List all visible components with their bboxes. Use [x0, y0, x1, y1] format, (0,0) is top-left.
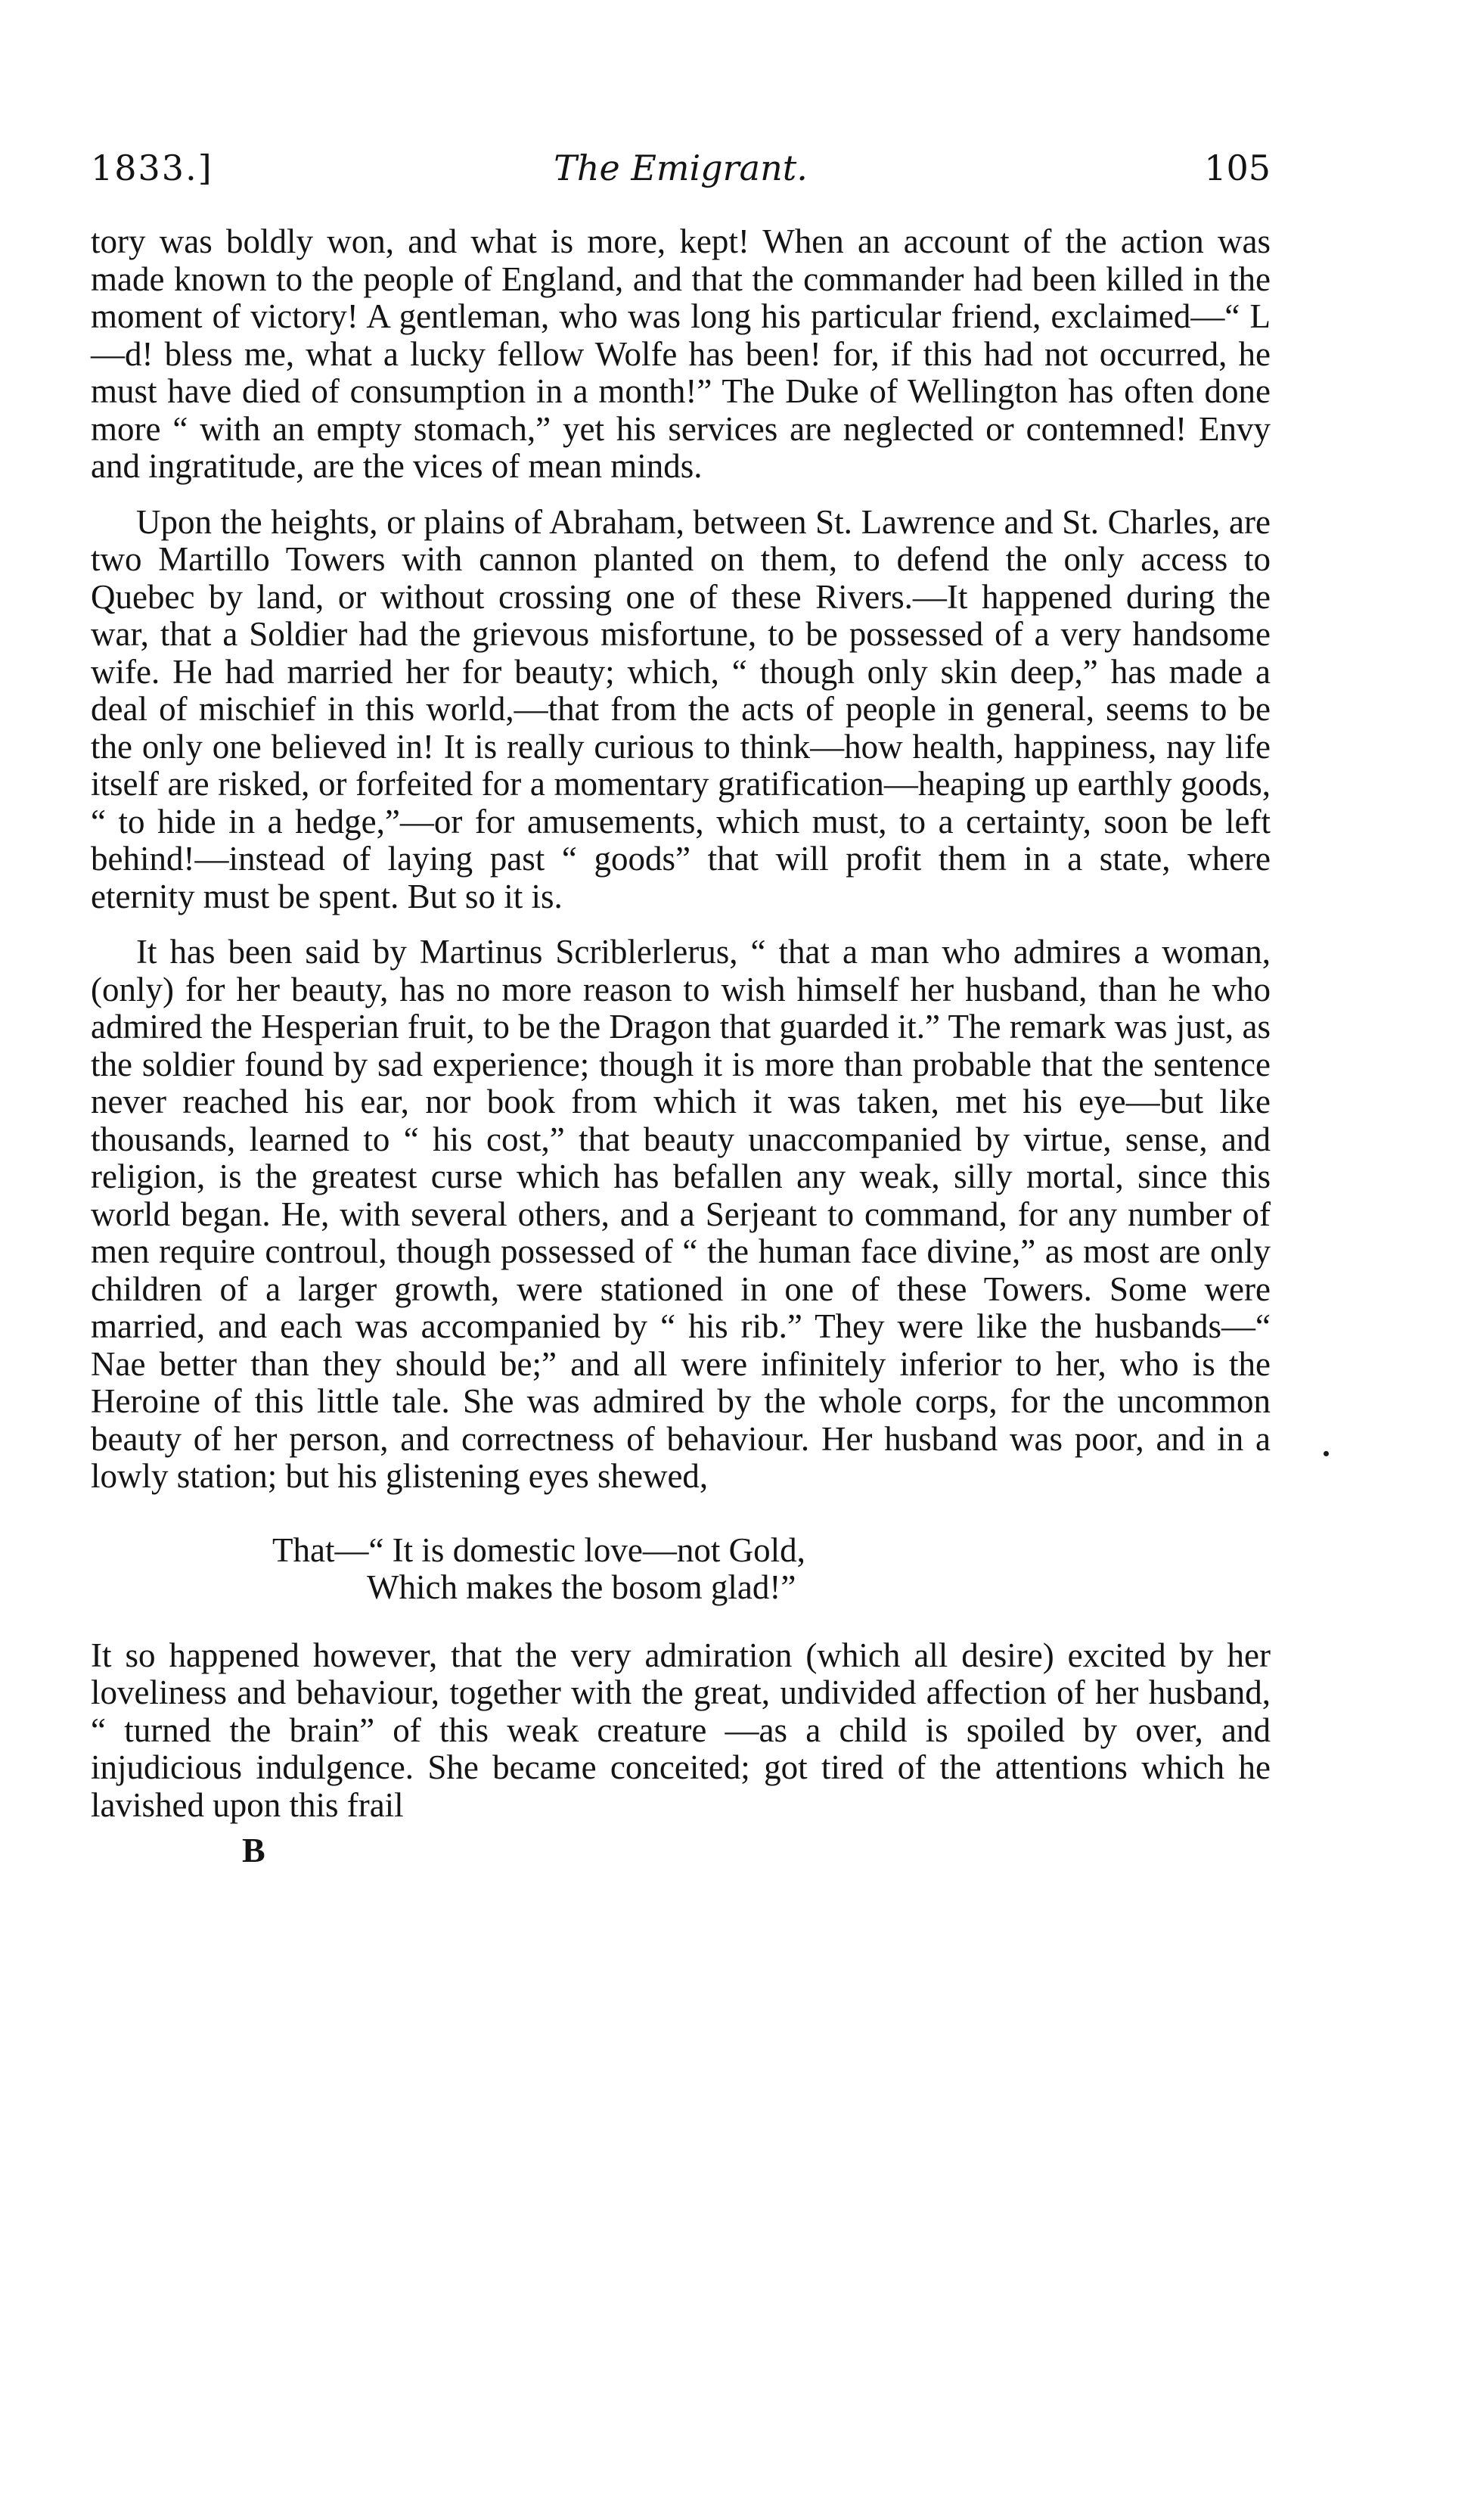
signature-mark: B	[242, 1831, 265, 1869]
verse-line-1: That—“ It is domestic love—not Gold,	[272, 1530, 805, 1569]
paragraph-3: It has been said by Martinus Scriblerlerus, “ that a man who admires a woman, (only) for her beauty, has no more reason to wish himself her husband, than he who admired the Hesperian fruit, to be the Dragon that guarded it.” The remark was just, as the soldier found by sad experience; though it is more than probable that the sentence never reached his ear, nor book from which it was taken, met his eye—but like thousands, learned to “ his cost,” that beauty unaccompanied by virtue, sense, and religion, is the greatest curse which has befallen any weak, silly mortal, since this world began. He, with several others, and a Serjeant to command, for any number of men require controul, though possessed of “ the human face divine,” as most are only children of a larger growth, were stationed in one of these Towers. Some were married, and each was accompanied by “ his rib.” They were like the husbands—“ Nae better than they should be;” and all were infinitely inferior to her, who is the Heroine of this little tale. She was admired by the whole corps, for the uncommon beauty of her person, and correctness of behaviour. Her husband was poor, and in a lowly station; but his glistening eyes shewed,	[91, 933, 1271, 1495]
page-number: 105	[1204, 148, 1271, 188]
header-year: 1833.]	[91, 148, 213, 188]
verse-line-2: Which makes the bosom glad!”	[367, 1568, 796, 1606]
paragraph-4: It so happened however, that the very admiration (which all desire) excited by her loveliness and behaviour, together with the great, undivided affection of her husband, “ turned the brain” of this weak creature —as a child is spoiled by over, and injudicious indulgence. She became conceited; got tired of the attentions which he lavished upon this frail	[91, 1636, 1271, 1824]
margin-speck	[1324, 1451, 1329, 1456]
verse-quotation	[91, 1532, 1271, 1607]
header-title: The Emigrant.	[554, 148, 808, 188]
page-body	[91, 223, 1271, 1824]
paragraph-1: tory was boldly won, and what is more, kept! When an account of the action was made known to the people of England, and that the commander had been killed in the moment of victory! A gentleman, who was long his particular friend, exclaimed—“ L—d! bless me, what a lucky fellow Wolfe has been! for, if this had not occurred, he must have died of consumption in a month!” The Duke of Wellington has often done more “ with an empty stomach,” yet his services are neglected or contemned! Envy and ingratitude, are the vices of mean minds.	[91, 222, 1271, 485]
running-header	[91, 148, 1271, 200]
paragraph-2: Upon the heights, or plains of Abraham, between St. Lawrence and St. Charles, are two Martillo Towers with cannon planted on them, to defend the only access to Quebec by land, or without crossing one of these Rivers.—It happened during the war, that a Soldier had the grievous misfortune, to be possessed of a very handsome wife. He had married her for beauty; which, “ though only skin deep,” has made a deal of mischief in this world,—that from the acts of people in general, seems to be the only one believed in! It is really curious to think—how health, happiness, nay life itself are risked, or forfeited for a momentary gratification—heaping up earthly goods, “ to hide in a hedge,”—or for amusements, which must, to a certainty, soon be left behind!—instead of laying past “ goods” that will profit them in a state, where eternity must be spent. But so it is.	[91, 502, 1271, 915]
